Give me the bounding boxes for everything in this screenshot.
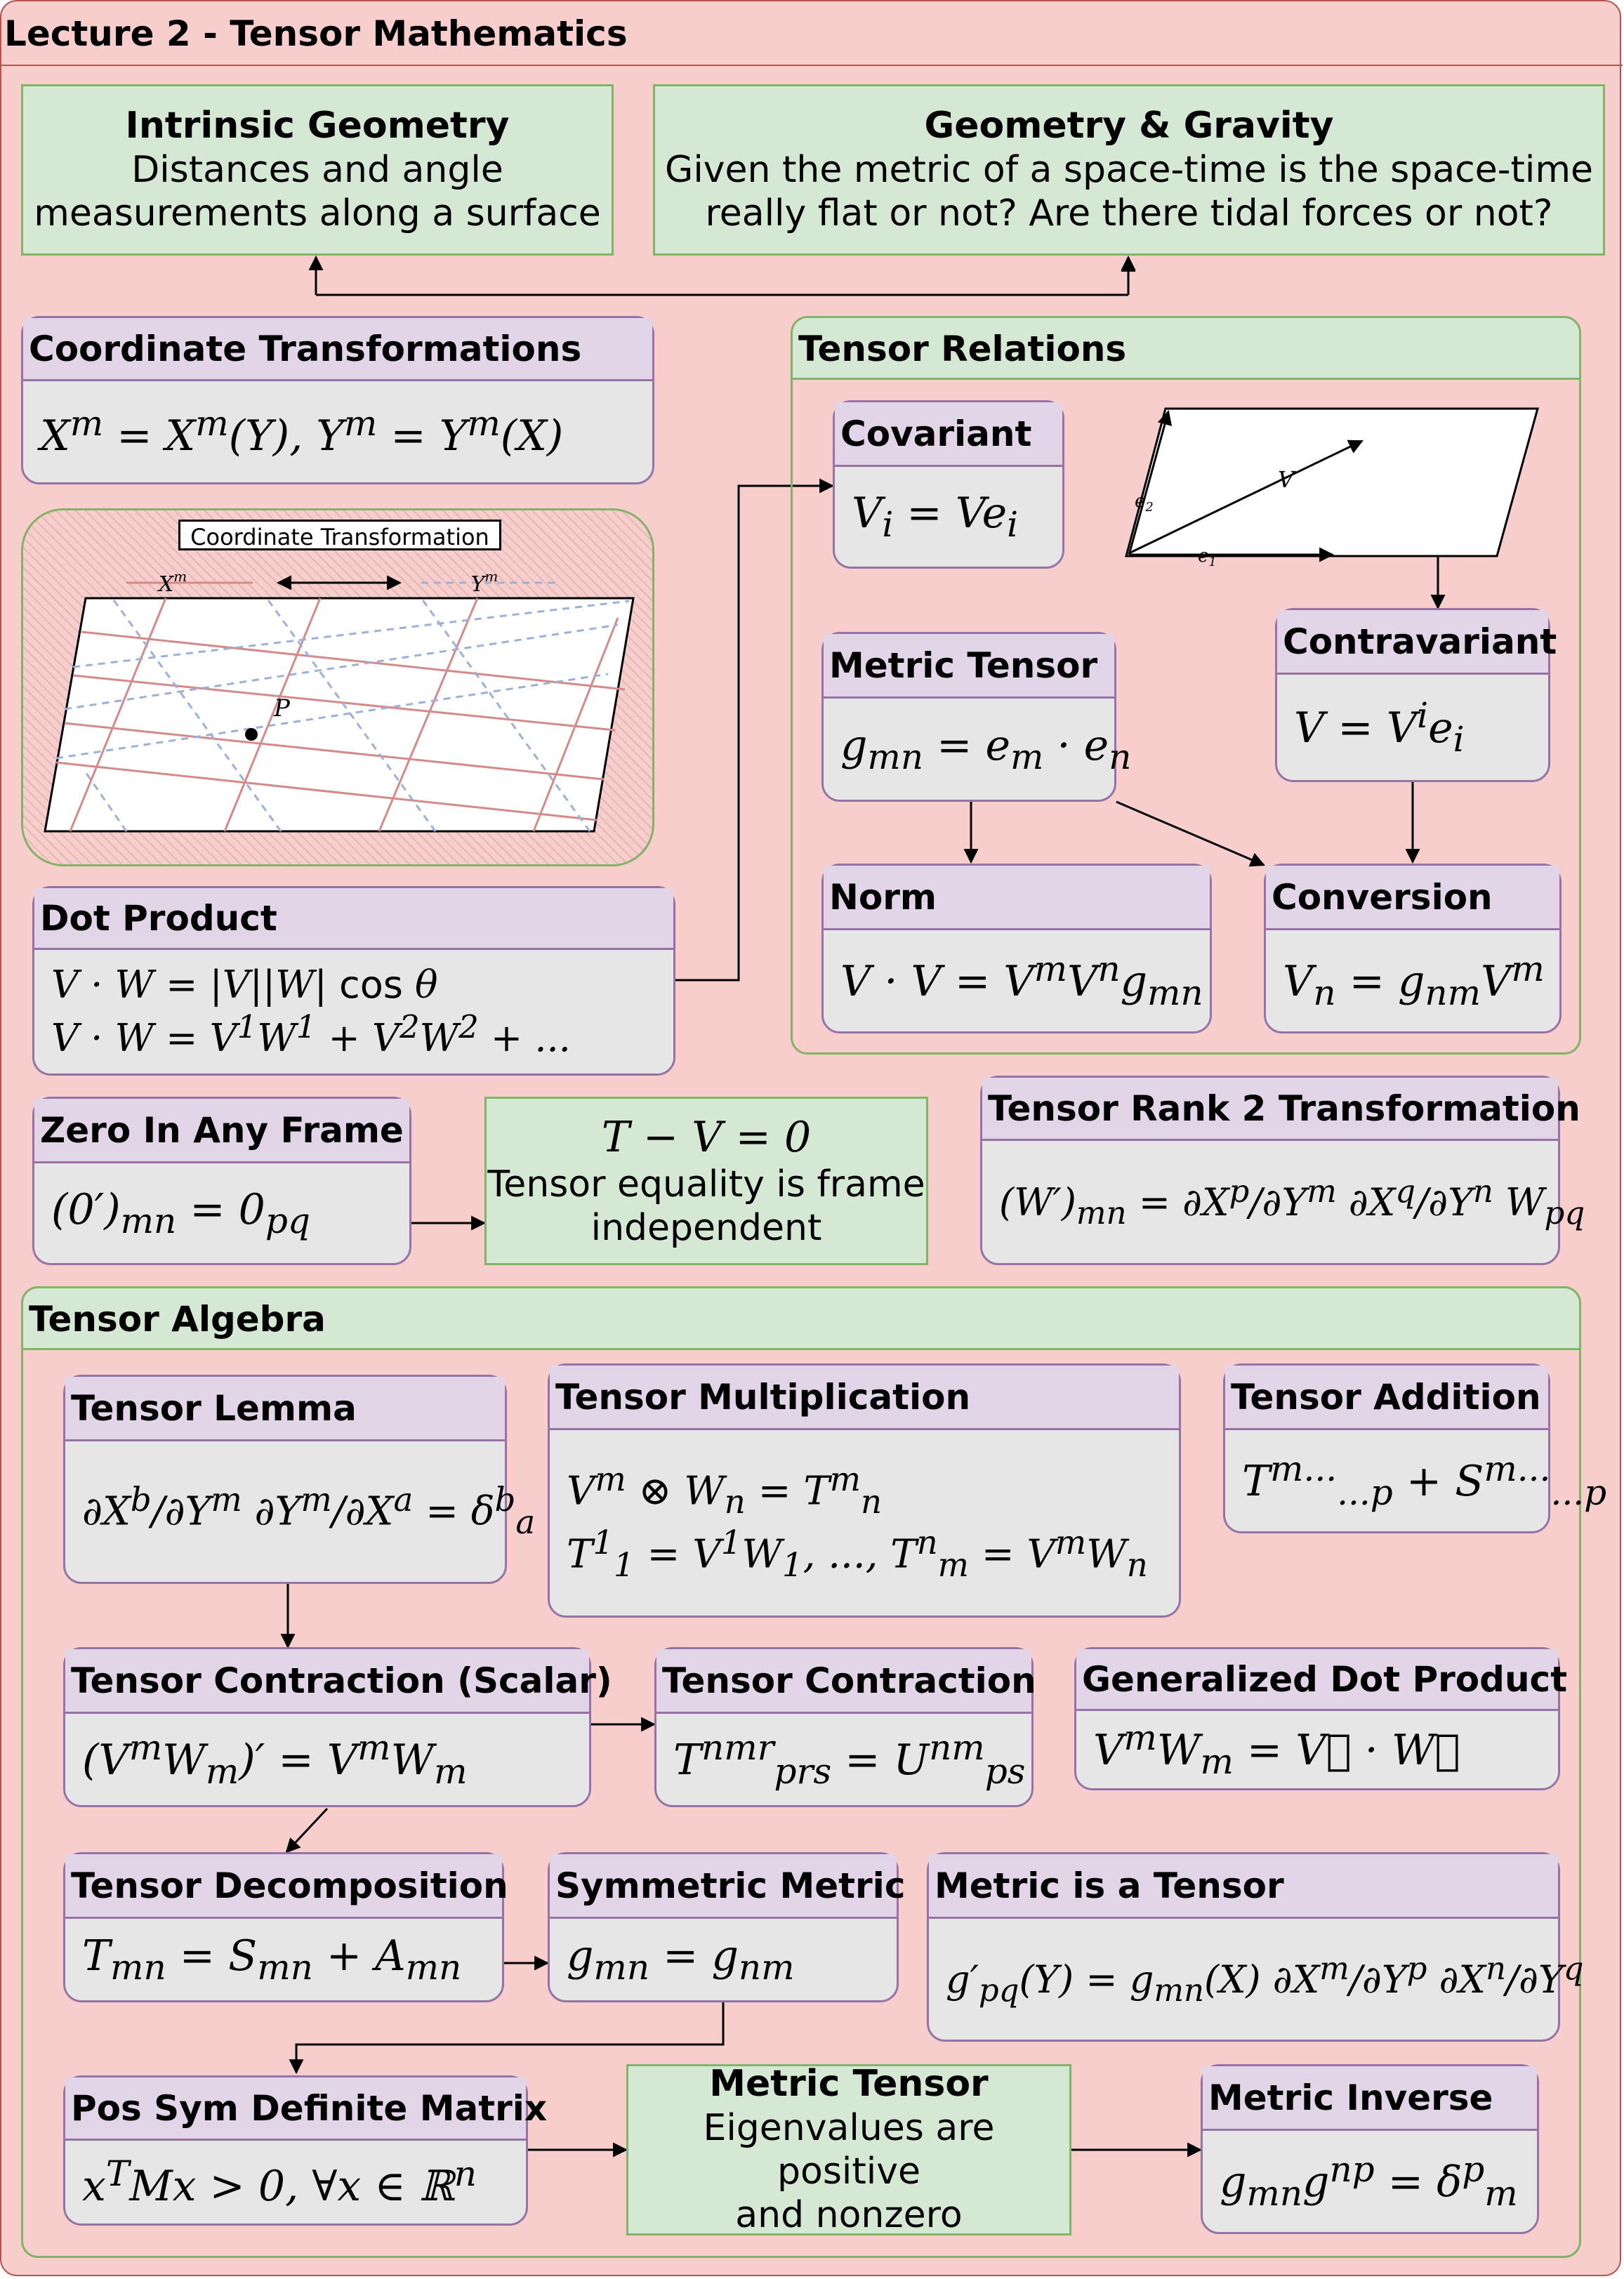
point-p: [245, 728, 258, 741]
box-tensor-lemma: [63, 1375, 536, 1584]
label-y: Y: [470, 572, 485, 597]
box-dot-product: [32, 886, 675, 1076]
group-title: Tensor Relations: [793, 318, 1579, 380]
note-line: measurements along a surface: [34, 192, 601, 235]
label-x-sup: m: [173, 567, 187, 585]
box-title: Metric is a Tensor: [929, 1854, 1558, 1919]
box-title: Coordinate Transformations: [23, 318, 652, 381]
box-title: Norm: [824, 866, 1210, 930]
box-title: Tensor Lemma: [65, 1377, 505, 1441]
box-title: Tensor Decomposition: [65, 1854, 502, 1919]
formula: $T^{m...}_{...p} + S^{m...}_{...p}$: [1242, 1448, 1607, 1513]
formula: $(0')_{mn} = 0_{pq}$: [51, 1185, 310, 1241]
formula: $(W')_{mn} = \partial X^p/\partial Y^m$ $\partial X^q/\partial Y^n$ $W_{pq}$: [999, 1172, 1585, 1231]
formula: $X^m = X^m(Y)$, $Y^m = Y^m(X)$: [40, 403, 564, 461]
note-title: Metric Tensor: [709, 2063, 989, 2106]
svg-text:Ym: [471, 568, 499, 597]
formula: $g_{mn}g^{np} = \delta^p_m$: [1220, 2149, 1518, 2214]
label-y-sup: m: [484, 567, 499, 585]
box-tensor-contraction: [654, 1647, 1034, 1807]
box-metric-inverse: [1201, 2064, 1539, 2234]
box-title: Covariant: [835, 402, 1062, 467]
formula: V · W = |V||W| cos θ $V \cdot W = V^1W^1 + V^2W^2$ + ...: [51, 962, 571, 1060]
label-e2: e: [1135, 491, 1146, 512]
box-title: Generalized Dot Product: [1076, 1649, 1558, 1711]
box-rank2-transformation: [980, 1076, 1585, 1265]
box-title: Tensor Contraction: [656, 1649, 1031, 1714]
box-metric-tensor: [821, 632, 1132, 802]
box-title: Pos Sym Definite Matrix: [65, 2077, 526, 2141]
coordinate-plane: [45, 598, 633, 831]
label-e1-sub: 1: [1208, 555, 1217, 569]
formula: $(V^mW_m)' = V^mW_m$: [82, 1727, 468, 1792]
group-title: Tensor Algebra: [23, 1288, 1579, 1350]
note-line: Tensor equality is frame: [487, 1163, 925, 1205]
formula: $V_i = Ve_i$: [852, 489, 1019, 545]
formula: $V = V^ie_i$: [1294, 695, 1465, 760]
note-metric-eigenvalues: [626, 2064, 1071, 2235]
box-tensor-multiplication: [548, 1363, 1181, 1618]
formula: $V \cdot V = V^mV^ng_{mn}$: [840, 949, 1203, 1013]
box-contravariant: [1275, 608, 1557, 782]
formula: $\partial X^b/\partial Y^m$ $\partial Y^m/\partial X^a = \delta^b_a$: [82, 1481, 536, 1542]
formula: $T_{mn} = S_{mn} + A_{mn}$: [82, 1931, 462, 1988]
svg-text:Xm: [157, 568, 187, 597]
box-conversion: [1264, 864, 1562, 1033]
note-line: independent: [590, 1207, 822, 1249]
figure-caption: Coordinate Transformation: [178, 520, 501, 550]
box-title: Conversion: [1266, 866, 1559, 930]
note-title: Geometry & Gravity: [924, 105, 1334, 147]
box-metric-is-a-tensor: [927, 1852, 1584, 2042]
label-x: X: [158, 572, 174, 597]
box-title: Zero In Any Frame: [34, 1099, 409, 1163]
formula: $x^TMx > 0$, ∀x ∈ ℝ$^n$: [82, 2153, 477, 2211]
box-generalized-dot-product: [1074, 1647, 1568, 1790]
box-title: Tensor Multiplication: [550, 1366, 1179, 1430]
box-title: Tensor Rank 2 Transformation: [982, 1078, 1558, 1141]
box-title: Dot Product: [34, 888, 673, 950]
note-title: Intrinsic Geometry: [125, 105, 510, 147]
box-title: Tensor Addition: [1225, 1366, 1548, 1430]
label-e1: e: [1198, 546, 1209, 567]
box-tensor-contraction-scalar: [63, 1647, 612, 1807]
note-formula: T − V = 0: [601, 1112, 812, 1162]
box-tensor-decomposition: [63, 1852, 508, 2002]
point-label: P: [274, 694, 290, 722]
formula: $g_{mn} = e_m \cdot e_n$: [840, 721, 1132, 777]
page-title: Lecture 2 - Tensor Mathematics: [4, 13, 628, 54]
label-e2-sub: 2: [1145, 500, 1154, 515]
vector-parallelogram: [1126, 409, 1538, 556]
box-norm: [821, 864, 1212, 1033]
box-title: Metric Inverse: [1203, 2066, 1537, 2131]
box-title: Tensor Contraction (Scalar): [65, 1649, 589, 1714]
box-pos-sym-definite-matrix: [63, 2075, 548, 2226]
box-zero-in-any-frame: [32, 1097, 411, 1265]
box-title: Symmetric Metric: [550, 1854, 897, 1919]
note-line: Eigenvalues are positive: [703, 2106, 995, 2193]
formula: $V^mW_m$ = V⃗ · W⃗: [1093, 1717, 1460, 1782]
box-symmetric-metric: [548, 1852, 906, 2002]
formula: $T^{nmr}_{prs} = U^{nm}_{ps}$: [673, 1727, 1026, 1792]
note-line: Given the metric of a space-time is the space-time: [665, 148, 1593, 191]
box-covariant: [833, 400, 1064, 569]
formula: $g'_{pq}(Y) = g_{mn}(X)$ $\partial X^m/\partial Y^p$ $\partial X^n/\partial Y^q$: [946, 1950, 1584, 2009]
label-v: V: [1278, 466, 1295, 493]
note-line: and nonzero: [735, 2194, 963, 2237]
formula: $V^m$ ⊗ $W_n = T^m_n$ $T^1_1 = V^1W_1$, ..., $T^n_m = V^mW_n$: [567, 1460, 1148, 1585]
note-line: Distances and angle: [131, 148, 503, 191]
box-title: Contravariant: [1277, 610, 1548, 675]
note-line: really flat or not? Are there tidal forces or not?: [705, 192, 1553, 235]
formula: $V_n = g_{nm}V^m$: [1283, 949, 1545, 1013]
formula: $g_{mn} = g_{nm}$: [567, 1931, 795, 1988]
box-tensor-addition: [1223, 1363, 1607, 1533]
box-title: Metric Tensor: [824, 634, 1114, 699]
